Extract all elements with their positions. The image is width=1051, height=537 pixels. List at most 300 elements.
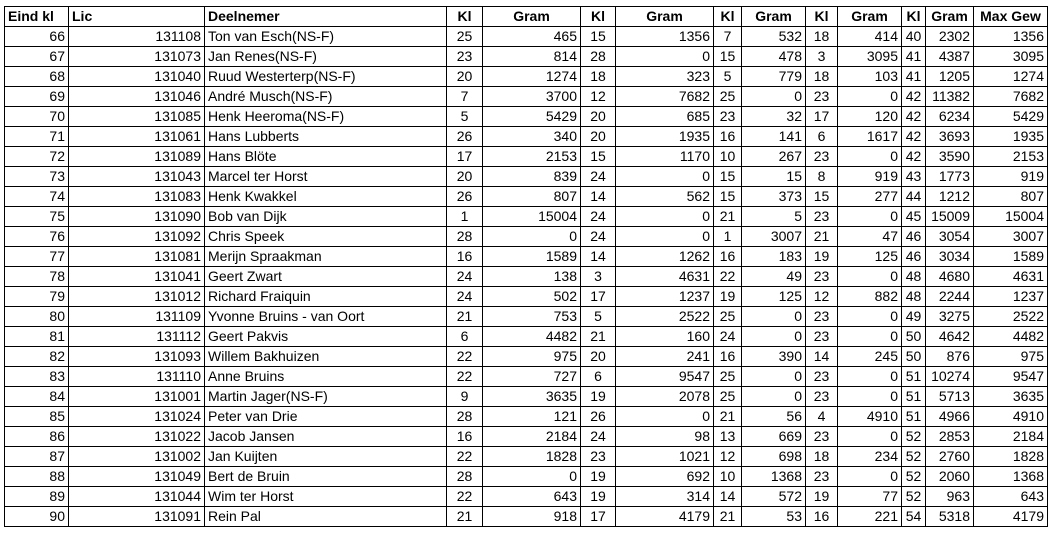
- table-row: [5, 327, 1048, 347]
- cell-gram-total: 1205: [926, 67, 974, 87]
- cell-max-gew: 4482: [974, 327, 1048, 347]
- cell-kl-1: 22: [447, 367, 483, 387]
- cell-kl-3: 25: [714, 367, 742, 387]
- cell-max-gew: 1589: [974, 247, 1048, 267]
- cell-kl-1: 16: [447, 427, 483, 447]
- cell-gram-2: 0: [616, 167, 714, 187]
- cell-kl-4: 18: [806, 447, 838, 467]
- cell-gram-total: 3054: [926, 227, 974, 247]
- cell-kl-4: 18: [806, 67, 838, 87]
- cell-max-gew: 807: [974, 187, 1048, 207]
- cell-lic: 131112: [69, 327, 205, 347]
- cell-lic: 131092: [69, 227, 205, 247]
- cell-gram-total: 5713: [926, 387, 974, 407]
- cell-eind-kl: 88: [5, 467, 69, 487]
- cell-gram-total: 4966: [926, 407, 974, 427]
- cell-deelnemer: Ruud Westerterp(NS-F): [205, 67, 447, 87]
- cell-kl-4: 12: [806, 287, 838, 307]
- cell-kl-2: 15: [581, 27, 616, 47]
- cell-max-gew: 2153: [974, 147, 1048, 167]
- cell-kl-4: 23: [806, 207, 838, 227]
- cell-kl-1: 20: [447, 67, 483, 87]
- cell-gram-4: 125: [838, 247, 902, 267]
- table-row: [5, 367, 1048, 387]
- cell-deelnemer: Jan Kuijten: [205, 447, 447, 467]
- cell-kl-total: 42: [902, 147, 926, 167]
- table-row: [5, 267, 1048, 287]
- cell-kl-total: 46: [902, 247, 926, 267]
- cell-eind-kl: 84: [5, 387, 69, 407]
- cell-lic: 131046: [69, 87, 205, 107]
- cell-max-gew: 4179: [974, 507, 1048, 527]
- header-max-gew: Max Gew: [974, 7, 1048, 27]
- cell-deelnemer: Richard Fraiquin: [205, 287, 447, 307]
- cell-gram-1: 1274: [483, 67, 581, 87]
- table-row: [5, 227, 1048, 247]
- cell-gram-total: 2244: [926, 287, 974, 307]
- cell-lic: 131043: [69, 167, 205, 187]
- cell-eind-kl: 80: [5, 307, 69, 327]
- cell-gram-2: 1237: [616, 287, 714, 307]
- cell-gram-3: 53: [742, 507, 806, 527]
- cell-kl-1: 24: [447, 267, 483, 287]
- cell-gram-3: 669: [742, 427, 806, 447]
- table-row: [5, 207, 1048, 227]
- table-row: [5, 287, 1048, 307]
- cell-gram-1: 0: [483, 467, 581, 487]
- cell-gram-total: 6234: [926, 107, 974, 127]
- cell-gram-3: 0: [742, 367, 806, 387]
- cell-max-gew: 7682: [974, 87, 1048, 107]
- cell-lic: 131091: [69, 507, 205, 527]
- cell-gram-2: 4179: [616, 507, 714, 527]
- cell-kl-2: 24: [581, 167, 616, 187]
- cell-kl-3: 22: [714, 267, 742, 287]
- cell-gram-3: 779: [742, 67, 806, 87]
- cell-kl-2: 14: [581, 247, 616, 267]
- cell-kl-2: 24: [581, 227, 616, 247]
- cell-kl-3: 10: [714, 467, 742, 487]
- cell-deelnemer: Willem Bakhuizen: [205, 347, 447, 367]
- cell-gram-2: 1356: [616, 27, 714, 47]
- cell-eind-kl: 81: [5, 327, 69, 347]
- cell-kl-4: 23: [806, 267, 838, 287]
- cell-lic: 131041: [69, 267, 205, 287]
- cell-gram-3: 0: [742, 387, 806, 407]
- cell-kl-2: 19: [581, 387, 616, 407]
- cell-kl-2: 21: [581, 327, 616, 347]
- cell-gram-2: 562: [616, 187, 714, 207]
- cell-gram-4: 47: [838, 227, 902, 247]
- cell-kl-2: 19: [581, 487, 616, 507]
- cell-max-gew: 5429: [974, 107, 1048, 127]
- cell-kl-1: 24: [447, 287, 483, 307]
- cell-lic: 131001: [69, 387, 205, 407]
- cell-eind-kl: 69: [5, 87, 69, 107]
- cell-deelnemer: Jacob Jansen: [205, 427, 447, 447]
- cell-gram-3: 0: [742, 87, 806, 107]
- cell-gram-4: 0: [838, 427, 902, 447]
- cell-max-gew: 3095: [974, 47, 1048, 67]
- cell-gram-total: 11382: [926, 87, 974, 107]
- table-row: [5, 127, 1048, 147]
- cell-lic: 131085: [69, 107, 205, 127]
- cell-gram-1: 1828: [483, 447, 581, 467]
- cell-kl-total: 40: [902, 27, 926, 47]
- cell-kl-1: 23: [447, 47, 483, 67]
- cell-kl-3: 16: [714, 347, 742, 367]
- cell-gram-2: 692: [616, 467, 714, 487]
- cell-gram-1: 340: [483, 127, 581, 147]
- cell-eind-kl: 85: [5, 407, 69, 427]
- cell-gram-2: 314: [616, 487, 714, 507]
- cell-kl-total: 50: [902, 347, 926, 367]
- cell-deelnemer: Peter van Drie: [205, 407, 447, 427]
- cell-gram-1: 3700: [483, 87, 581, 107]
- table-row: [5, 87, 1048, 107]
- cell-kl-2: 17: [581, 287, 616, 307]
- cell-kl-2: 12: [581, 87, 616, 107]
- cell-kl-3: 25: [714, 87, 742, 107]
- table-row: [5, 187, 1048, 207]
- cell-gram-3: 1368: [742, 467, 806, 487]
- cell-gram-1: 753: [483, 307, 581, 327]
- cell-kl-total: 51: [902, 387, 926, 407]
- cell-kl-total: 50: [902, 327, 926, 347]
- cell-lic: 131108: [69, 27, 205, 47]
- cell-kl-1: 26: [447, 187, 483, 207]
- cell-gram-4: 0: [838, 147, 902, 167]
- cell-gram-4: 221: [838, 507, 902, 527]
- table-row: [5, 107, 1048, 127]
- cell-deelnemer: Bert de Bruin: [205, 467, 447, 487]
- cell-kl-4: 23: [806, 467, 838, 487]
- cell-eind-kl: 82: [5, 347, 69, 367]
- cell-deelnemer: Rein Pal: [205, 507, 447, 527]
- cell-gram-3: 141: [742, 127, 806, 147]
- cell-gram-1: 2184: [483, 427, 581, 447]
- cell-gram-3: 267: [742, 147, 806, 167]
- cell-lic: 131073: [69, 47, 205, 67]
- cell-gram-3: 183: [742, 247, 806, 267]
- cell-lic: 131002: [69, 447, 205, 467]
- cell-eind-kl: 75: [5, 207, 69, 227]
- cell-kl-2: 15: [581, 147, 616, 167]
- cell-kl-4: 21: [806, 227, 838, 247]
- header-gram-2: Gram: [616, 7, 714, 27]
- cell-kl-2: 18: [581, 67, 616, 87]
- cell-lic: 131083: [69, 187, 205, 207]
- cell-gram-4: 0: [838, 367, 902, 387]
- header-row: [5, 7, 1048, 27]
- cell-kl-4: 23: [806, 367, 838, 387]
- cell-kl-1: 6: [447, 327, 483, 347]
- cell-gram-3: 572: [742, 487, 806, 507]
- table-row: [5, 407, 1048, 427]
- table-row: [5, 507, 1048, 527]
- cell-kl-2: 23: [581, 447, 616, 467]
- cell-kl-total: 46: [902, 227, 926, 247]
- cell-kl-2: 6: [581, 367, 616, 387]
- cell-kl-total: 51: [902, 367, 926, 387]
- cell-lic: 131012: [69, 287, 205, 307]
- cell-kl-3: 16: [714, 127, 742, 147]
- cell-kl-1: 7: [447, 87, 483, 107]
- cell-kl-4: 3: [806, 47, 838, 67]
- cell-max-gew: 643: [974, 487, 1048, 507]
- header-kl-total: Kl: [902, 7, 926, 27]
- cell-kl-4: 19: [806, 487, 838, 507]
- cell-eind-kl: 79: [5, 287, 69, 307]
- cell-gram-1: 5429: [483, 107, 581, 127]
- cell-kl-2: 5: [581, 307, 616, 327]
- cell-gram-total: 3590: [926, 147, 974, 167]
- cell-kl-1: 16: [447, 247, 483, 267]
- cell-kl-total: 48: [902, 267, 926, 287]
- cell-kl-1: 28: [447, 407, 483, 427]
- cell-kl-total: 42: [902, 127, 926, 147]
- cell-kl-2: 24: [581, 207, 616, 227]
- cell-gram-4: 234: [838, 447, 902, 467]
- cell-lic: 131049: [69, 467, 205, 487]
- cell-gram-1: 814: [483, 47, 581, 67]
- cell-gram-2: 98: [616, 427, 714, 447]
- cell-kl-1: 9: [447, 387, 483, 407]
- cell-kl-3: 21: [714, 507, 742, 527]
- cell-gram-3: 56: [742, 407, 806, 427]
- cell-kl-3: 15: [714, 47, 742, 67]
- cell-gram-4: 4910: [838, 407, 902, 427]
- header-gram-3: Gram: [742, 7, 806, 27]
- cell-deelnemer: Yvonne Bruins - van Oort: [205, 307, 447, 327]
- cell-lic: 131040: [69, 67, 205, 87]
- cell-eind-kl: 66: [5, 27, 69, 47]
- table-row: [5, 27, 1048, 47]
- header-eind-kl: Eind kl: [5, 7, 69, 27]
- cell-kl-total: 49: [902, 307, 926, 327]
- cell-gram-1: 807: [483, 187, 581, 207]
- cell-deelnemer: Henk Kwakkel: [205, 187, 447, 207]
- cell-gram-total: 5318: [926, 507, 974, 527]
- cell-gram-3: 0: [742, 307, 806, 327]
- cell-gram-1: 502: [483, 287, 581, 307]
- cell-kl-3: 1: [714, 227, 742, 247]
- table-row: [5, 467, 1048, 487]
- cell-kl-4: 23: [806, 307, 838, 327]
- cell-eind-kl: 87: [5, 447, 69, 467]
- cell-gram-total: 15009: [926, 207, 974, 227]
- cell-deelnemer: Ton van Esch(NS-F): [205, 27, 447, 47]
- cell-max-gew: 1828: [974, 447, 1048, 467]
- cell-gram-2: 0: [616, 47, 714, 67]
- cell-lic: 131090: [69, 207, 205, 227]
- cell-gram-total: 4387: [926, 47, 974, 67]
- table-row: [5, 147, 1048, 167]
- cell-kl-4: 23: [806, 387, 838, 407]
- cell-max-gew: 9547: [974, 367, 1048, 387]
- cell-kl-3: 23: [714, 107, 742, 127]
- cell-max-gew: 4631: [974, 267, 1048, 287]
- cell-eind-kl: 86: [5, 427, 69, 447]
- cell-kl-1: 28: [447, 227, 483, 247]
- cell-gram-2: 2522: [616, 307, 714, 327]
- table-row: [5, 447, 1048, 467]
- cell-deelnemer: Chris Speek: [205, 227, 447, 247]
- cell-gram-total: 2302: [926, 27, 974, 47]
- table-row: [5, 487, 1048, 507]
- cell-kl-2: 14: [581, 187, 616, 207]
- cell-gram-4: 0: [838, 267, 902, 287]
- cell-gram-1: 0: [483, 227, 581, 247]
- cell-gram-total: 2060: [926, 467, 974, 487]
- cell-gram-1: 643: [483, 487, 581, 507]
- cell-kl-3: 16: [714, 247, 742, 267]
- cell-kl-4: 8: [806, 167, 838, 187]
- cell-gram-1: 465: [483, 27, 581, 47]
- cell-deelnemer: Merijn Spraakman: [205, 247, 447, 267]
- cell-kl-2: 20: [581, 127, 616, 147]
- cell-gram-3: 5: [742, 207, 806, 227]
- cell-deelnemer: Martin Jager(NS-F): [205, 387, 447, 407]
- results-table: [4, 6, 1048, 527]
- cell-gram-4: 0: [838, 307, 902, 327]
- cell-deelnemer: Marcel ter Horst: [205, 167, 447, 187]
- cell-kl-1: 5: [447, 107, 483, 127]
- cell-kl-total: 54: [902, 507, 926, 527]
- cell-kl-3: 7: [714, 27, 742, 47]
- cell-gram-2: 0: [616, 407, 714, 427]
- cell-kl-total: 51: [902, 407, 926, 427]
- cell-kl-total: 52: [902, 427, 926, 447]
- cell-eind-kl: 72: [5, 147, 69, 167]
- cell-gram-4: 120: [838, 107, 902, 127]
- cell-lic: 131089: [69, 147, 205, 167]
- cell-gram-total: 2760: [926, 447, 974, 467]
- cell-kl-1: 28: [447, 467, 483, 487]
- cell-gram-1: 4482: [483, 327, 581, 347]
- cell-kl-total: 43: [902, 167, 926, 187]
- cell-kl-4: 23: [806, 87, 838, 107]
- cell-kl-1: 26: [447, 127, 483, 147]
- cell-kl-total: 52: [902, 447, 926, 467]
- cell-lic: 131110: [69, 367, 205, 387]
- cell-max-gew: 1274: [974, 67, 1048, 87]
- cell-gram-1: 2153: [483, 147, 581, 167]
- cell-kl-2: 24: [581, 427, 616, 447]
- cell-eind-kl: 70: [5, 107, 69, 127]
- cell-kl-4: 17: [806, 107, 838, 127]
- cell-kl-4: 16: [806, 507, 838, 527]
- cell-gram-2: 1935: [616, 127, 714, 147]
- cell-gram-3: 373: [742, 187, 806, 207]
- cell-gram-3: 698: [742, 447, 806, 467]
- cell-gram-4: 77: [838, 487, 902, 507]
- cell-gram-2: 1021: [616, 447, 714, 467]
- cell-gram-1: 15004: [483, 207, 581, 227]
- cell-kl-3: 5: [714, 67, 742, 87]
- cell-gram-2: 241: [616, 347, 714, 367]
- cell-kl-4: 23: [806, 147, 838, 167]
- cell-kl-3: 10: [714, 147, 742, 167]
- cell-max-gew: 4910: [974, 407, 1048, 427]
- cell-gram-2: 1262: [616, 247, 714, 267]
- cell-eind-kl: 71: [5, 127, 69, 147]
- cell-deelnemer: Geert Pakvis: [205, 327, 447, 347]
- cell-max-gew: 3635: [974, 387, 1048, 407]
- table-row: [5, 67, 1048, 87]
- cell-kl-total: 52: [902, 467, 926, 487]
- cell-lic: 131109: [69, 307, 205, 327]
- cell-kl-4: 4: [806, 407, 838, 427]
- header-gram-total: Gram: [926, 7, 974, 27]
- cell-deelnemer: Geert Zwart: [205, 267, 447, 287]
- cell-deelnemer: Wim ter Horst: [205, 487, 447, 507]
- cell-kl-4: 18: [806, 27, 838, 47]
- cell-kl-2: 17: [581, 507, 616, 527]
- header-kl-2: Kl: [581, 7, 616, 27]
- cell-eind-kl: 90: [5, 507, 69, 527]
- header-kl-1: Kl: [447, 7, 483, 27]
- cell-kl-1: 20: [447, 167, 483, 187]
- cell-lic: 131044: [69, 487, 205, 507]
- table-row: [5, 387, 1048, 407]
- cell-max-gew: 1368: [974, 467, 1048, 487]
- cell-eind-kl: 77: [5, 247, 69, 267]
- cell-eind-kl: 83: [5, 367, 69, 387]
- cell-max-gew: 919: [974, 167, 1048, 187]
- cell-kl-total: 44: [902, 187, 926, 207]
- cell-eind-kl: 67: [5, 47, 69, 67]
- cell-kl-4: 14: [806, 347, 838, 367]
- cell-gram-total: 2853: [926, 427, 974, 447]
- cell-kl-3: 12: [714, 447, 742, 467]
- cell-deelnemer: Bob van Dijk: [205, 207, 447, 227]
- cell-gram-4: 0: [838, 327, 902, 347]
- cell-kl-2: 20: [581, 347, 616, 367]
- cell-deelnemer: Jan Renes(NS-F): [205, 47, 447, 67]
- cell-gram-2: 4631: [616, 267, 714, 287]
- cell-max-gew: 1356: [974, 27, 1048, 47]
- cell-kl-1: 22: [447, 487, 483, 507]
- cell-gram-3: 49: [742, 267, 806, 287]
- table-row: [5, 247, 1048, 267]
- cell-gram-3: 3007: [742, 227, 806, 247]
- cell-gram-2: 323: [616, 67, 714, 87]
- cell-kl-2: 19: [581, 467, 616, 487]
- cell-kl-3: 15: [714, 167, 742, 187]
- cell-gram-3: 532: [742, 27, 806, 47]
- cell-gram-total: 4680: [926, 267, 974, 287]
- cell-kl-1: 1: [447, 207, 483, 227]
- cell-kl-1: 22: [447, 347, 483, 367]
- cell-gram-1: 121: [483, 407, 581, 427]
- cell-kl-3: 14: [714, 487, 742, 507]
- cell-gram-total: 3693: [926, 127, 974, 147]
- cell-gram-3: 15: [742, 167, 806, 187]
- cell-gram-1: 138: [483, 267, 581, 287]
- cell-deelnemer: Anne Bruins: [205, 367, 447, 387]
- cell-gram-total: 876: [926, 347, 974, 367]
- cell-kl-3: 24: [714, 327, 742, 347]
- cell-gram-1: 727: [483, 367, 581, 387]
- cell-eind-kl: 78: [5, 267, 69, 287]
- cell-kl-2: 20: [581, 107, 616, 127]
- cell-deelnemer: André Musch(NS-F): [205, 87, 447, 107]
- cell-max-gew: 15004: [974, 207, 1048, 227]
- cell-gram-total: 4642: [926, 327, 974, 347]
- cell-gram-2: 9547: [616, 367, 714, 387]
- cell-lic: 131022: [69, 427, 205, 447]
